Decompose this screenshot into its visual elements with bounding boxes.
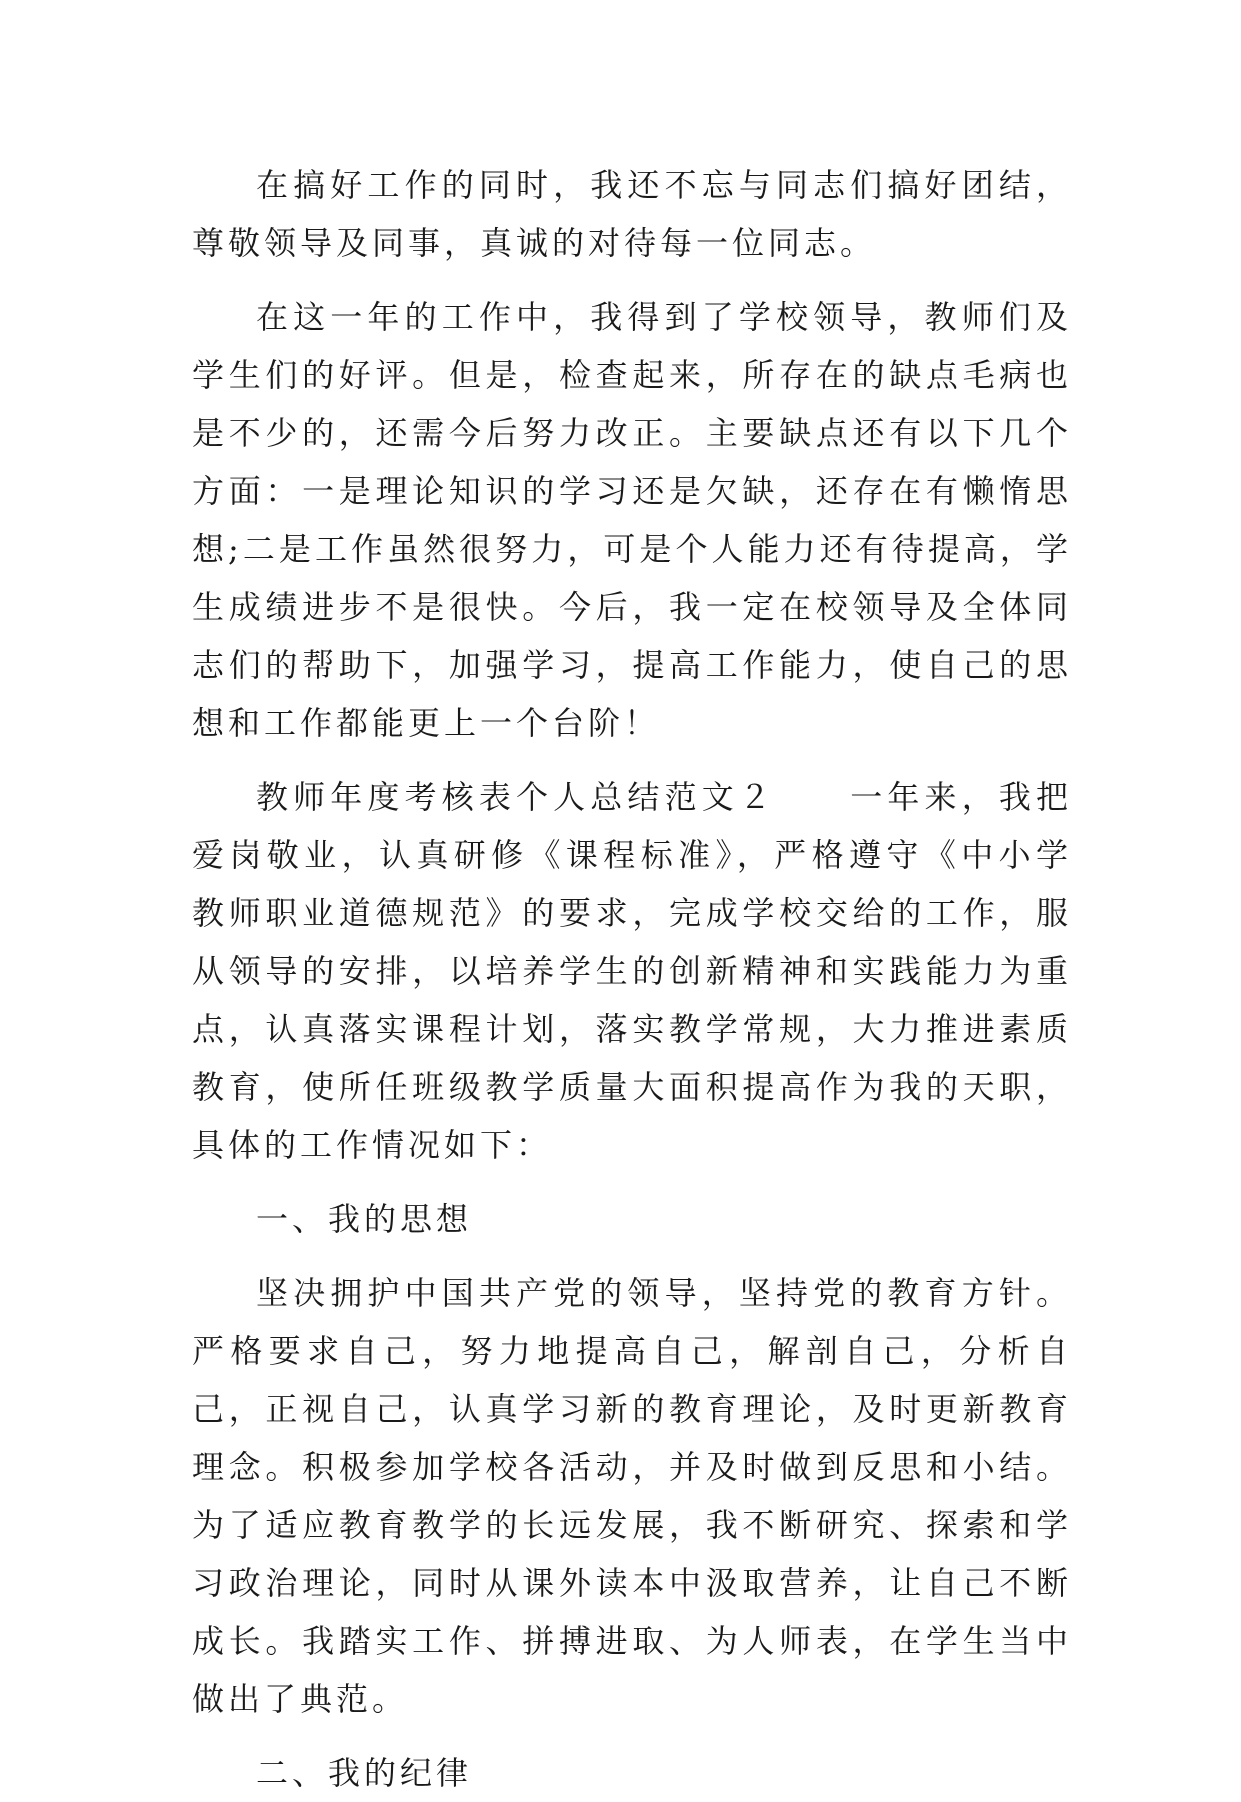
paragraph-summary-intro: 教师年度考核表个人总结范文２ 一年来，我把爱岗敬业，认真研修《课程标准》，严格遵守《中小学教师职业道德规范》的要求，完成学校交给的工作，服从领导的安排，以培养学生的创新精神和实践能力为重点，认真落实课程计划，落实教学常规，大力推进素质教育，使所任班级教学质量大面积提高作为我的天职，具体的工作情况如下： (192, 778, 1072, 1164)
section-heading-discipline: 二、我的纪律 (256, 1754, 473, 1792)
paragraph-unity: 在搞好工作的同时，我还不忘与同志们搞好团结，尊敬领导及同事，真诚的对待每一位同志。 (192, 166, 1072, 262)
document-body (192, 156, 1072, 1802)
paragraph-shortcomings: 在这一年的工作中，我得到了学校领导，教师们及学生们的好评。但是，检查起来，所存在的缺点毛病也是不少的，还需今后努力改正。主要缺点还有以下几个方面：一是理论知识的学习还是欠缺，还存在有懒惰思想;二是工作虽然很努力，可是个人能力还有待提高，学生成绩进步不是很快。今后，我一定在校领导及全体同志们的帮助下，加强学习，提高工作能力，使自己的思想和工作都能更上一个台阶！ (192, 298, 1072, 742)
section-heading-thought: 一、我的思想 (256, 1200, 473, 1238)
paragraph-thought: 坚决拥护中国共产党的领导，坚持党的教育方针。严格要求自己，努力地提高自己，解剖自己，分析自己，正视自己，认真学习新的教育理论，及时更新教育理念。积极参加学校各活动，并及时做到反思和小结。为了适应教育教学的长远发展，我不断研究、探索和学习政治理论，同时从课外读本中汲取营养，让自己不断成长。我踏实工作、拼搏进取、为人师表，在学生当中做出了典范。 (192, 1274, 1072, 1718)
